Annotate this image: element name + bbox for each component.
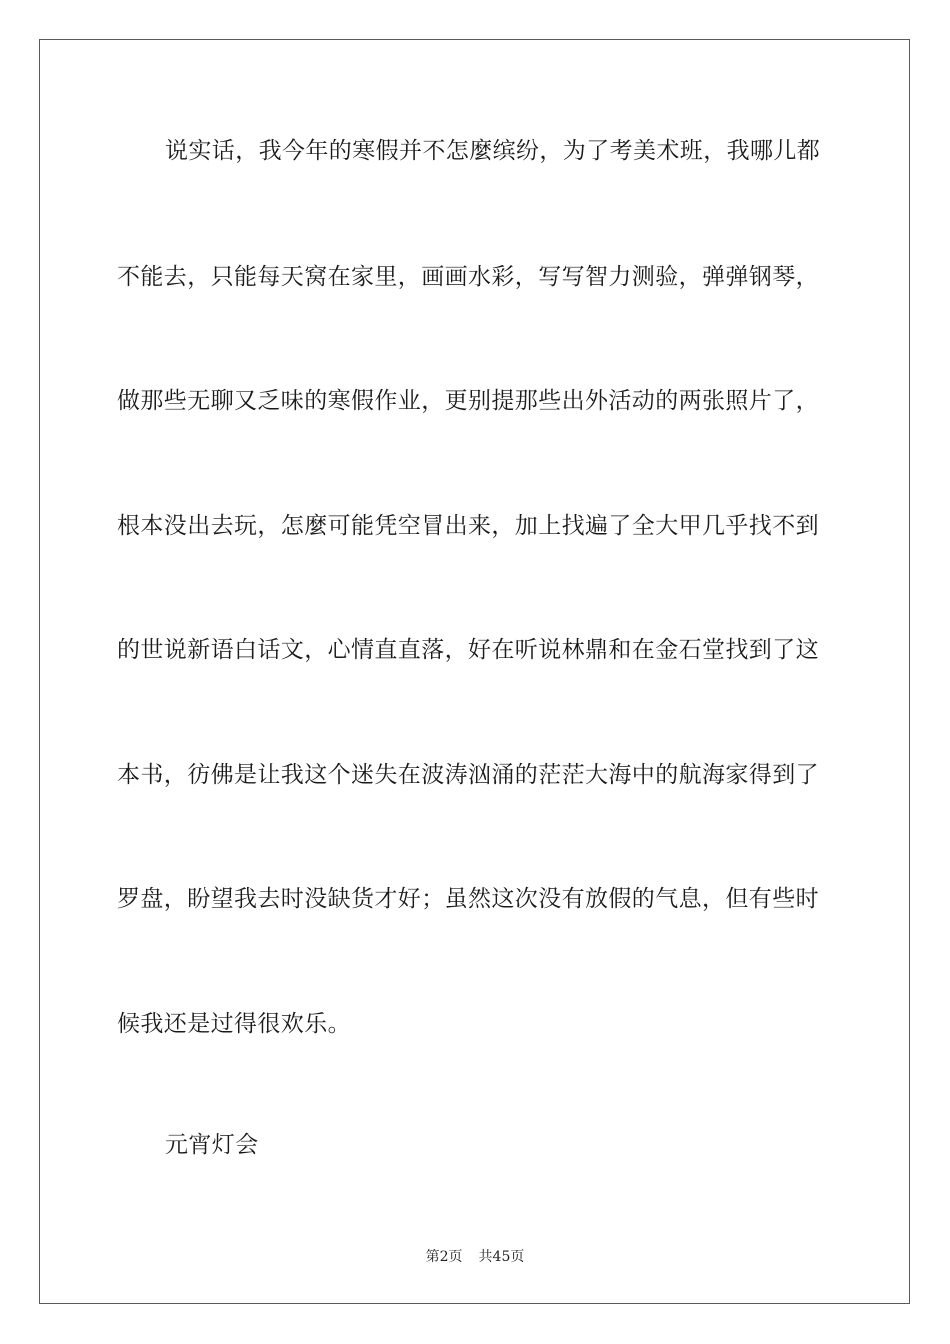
paragraph-line: 做那些无聊又乏味的寒假作业，更别提那些出外活动的两张照片了， [117, 388, 819, 414]
paragraph-line: 不能去，只能每天窝在家里，画画水彩，写写智力测验，弹弹钢琴， [117, 264, 819, 290]
page-number: 第2页 [425, 1249, 463, 1265]
page-footer [0, 1246, 950, 1266]
paragraph-line: 本书，彷佛是让我这个迷失在波涛汹涌的茫茫大海中的航海家得到了 [117, 762, 819, 788]
section-heading: 元宵灯会 [165, 1132, 259, 1158]
paragraph-line: 的世说新语白话文，心情直直落，好在听说林鼎和在金石堂找到了这 [117, 637, 819, 663]
paragraph-line: 说实话，我今年的寒假并不怎麼缤纷，为了考美术班，我哪儿都 [165, 138, 821, 164]
page-frame [39, 39, 910, 1304]
page-total: 共45页 [478, 1249, 525, 1265]
paragraph-line: 候我还是过得很欢乐。 [117, 1011, 351, 1037]
paragraph-line: 根本没出去玩，怎麼可能凭空冒出来，加上找遍了全大甲几乎找不到 [117, 513, 819, 539]
paragraph-line: 罗盘，盼望我去时没缺货才好；虽然这次没有放假的气息，但有些时 [117, 886, 819, 912]
